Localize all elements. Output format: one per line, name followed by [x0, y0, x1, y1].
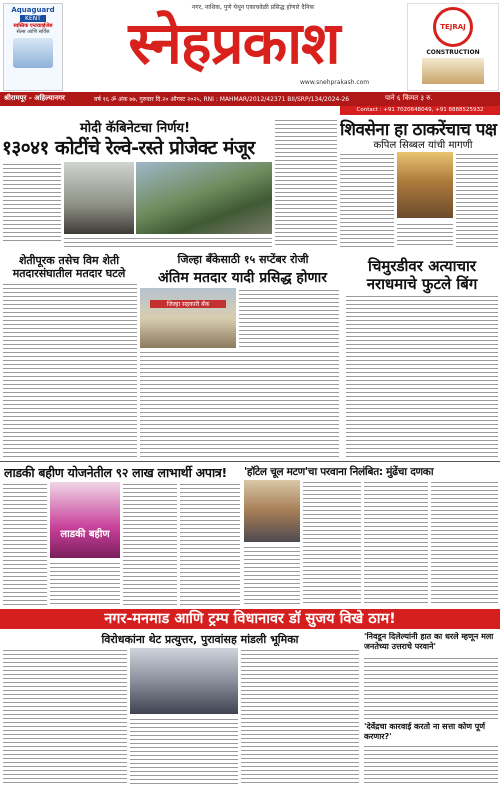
ladki-bahin-body-left [3, 482, 47, 606]
nagar-story-headline: नगर-मनमाड आणि ट्रम्प विधानावर डॉ सुजय विखे ठाम! [104, 611, 396, 627]
rail-story-headline: १३०४१ कोटींचे रेल्वे-रस्ते प्रोजेक्ट मंजूर [2, 137, 255, 159]
side-story-1-headline: 'निवडून दिलेल्यांनी हात का धरले म्हणून मला जनतेच्या उत्तराचे परवाने' [364, 632, 494, 651]
voter-count-headline-1: शेतीपूरक तसेच विम शेती [18, 254, 120, 267]
masthead-tagline: नगर, नाशिक, पुणे येथून एकाचवेळी प्रसिद्ध होणारे दैनिक [191, 4, 315, 11]
hotel-story-body-c [431, 480, 498, 606]
hotel-story-body-d [244, 545, 300, 606]
left-advertisement [3, 3, 63, 91]
ladki-bahin-body-mid [123, 482, 177, 606]
ladki-bahin-body-under [50, 561, 120, 606]
nagar-story-subhead: विरोधकांना थेट प्रत्युत्तर, पुरावांसह मांडली भूमिका [101, 633, 299, 646]
hotel-story-photo [244, 480, 300, 542]
rail-story-body-right [275, 118, 337, 246]
ad-brand-kent: KENT [20, 15, 46, 22]
ad-brand-aquaguard: Aquaguard [11, 6, 55, 14]
voter-list-body-top [239, 288, 339, 348]
masthead-website: www.snehprakash.com [300, 79, 370, 86]
hotel-story-body-a [303, 480, 361, 606]
ad-shop-name: स्वस्तिक एन्टरप्राईजेस [13, 23, 53, 29]
voter-list-body [140, 350, 339, 458]
voter-list-kicker: जिल्हा बँकेसाठी १५ सप्टेंबर रोजी [177, 253, 309, 266]
sena-story-subhead: कपिल सिब्बल यांची मागणी [373, 140, 473, 151]
side-story-1-body [364, 656, 498, 720]
side-story-2-headline: 'देवेंद्रचा कारवाई करतो ना सत्ता कोण पूर्ण करणार?' [364, 722, 486, 741]
tejraj-sub: CONSTRUCTION [426, 49, 480, 56]
sena-story-body-left [340, 152, 394, 248]
assault-story-headline-1: चिमुरडीवर अत्याचार [367, 257, 477, 275]
nagar-story-body-left [3, 648, 127, 786]
rail-story-photo-modi [64, 162, 134, 234]
bank-building-photo [140, 288, 236, 348]
sena-story-body-right [456, 152, 498, 248]
house-image [422, 58, 484, 84]
hotel-story-body-b [364, 480, 428, 606]
assault-story-body [346, 294, 498, 458]
ad-service-line: सेल्स आणि सर्विस [16, 29, 50, 35]
contact-strip: Contact : +91 7020648049, +91 8888525932 [340, 106, 500, 115]
ad-product-image [13, 38, 53, 68]
rail-story-photo-rail [136, 162, 272, 234]
tejraj-logo: TEJRAJ [433, 7, 473, 47]
dateline-price: पाने ६ किंमत ३ रु. [385, 94, 433, 102]
side-story-2-body [364, 744, 498, 786]
dateline-city: श्रीरामपूर - अहिल्यानगर [4, 94, 65, 102]
rail-story-body-bottom [64, 236, 272, 248]
rail-story-body-left [3, 162, 61, 244]
newspaper-title: स्नेहप्रकाश [128, 10, 340, 76]
voter-count-body [3, 282, 137, 458]
hotel-license-headline: 'हॉटेल चूल मटण'चा परवाना निलंबित: मुंढेंचा दणका [244, 466, 434, 478]
right-advertisement [407, 3, 499, 91]
voter-list-headline: अंतिम मतदार यादी प्रसिद्ध होणार [158, 270, 327, 286]
bank-sign-text: जिल्हा सहकारी बँक [150, 300, 226, 308]
voter-count-headline-2: मतदारसंघातील मतदार घटले [12, 267, 126, 280]
ladki-bahin-body-right [180, 482, 240, 606]
ladki-bahin-image-text: लाडकी बहीण [60, 529, 110, 540]
ladki-bahin-headline: लाडकी बहीण योजनेतील ९२ लाख लाभार्थी अपात्र! [4, 465, 227, 480]
nagar-story-body-mid [130, 717, 238, 786]
dateline-info: वर्ष १६ ॐ अंक ७७, गुरुवार दि.२० ऑगस्ट २०२५, RNI : MAHMAR/2012/42371 BII/SRP/134/2024-26 [94, 96, 350, 103]
nagar-headline-band [0, 609, 500, 629]
ladki-bahin-image [50, 482, 120, 558]
sena-story-body-under [397, 222, 453, 248]
assault-story-headline-2: नराधमाचे फुटले बिंग [366, 275, 478, 293]
sena-story-photo [397, 152, 453, 218]
nagar-story-photo [130, 648, 238, 714]
nagar-story-body-right [241, 648, 359, 786]
masthead [0, 0, 500, 92]
sena-story-headline: शिवसेना हा ठाकरेंचाच पक्ष [340, 120, 497, 140]
dateline-bar [0, 92, 500, 106]
divider-1 [0, 461, 500, 462]
rail-story-kicker: मोदी कॅबिनेटचा निर्णय! [79, 121, 191, 136]
